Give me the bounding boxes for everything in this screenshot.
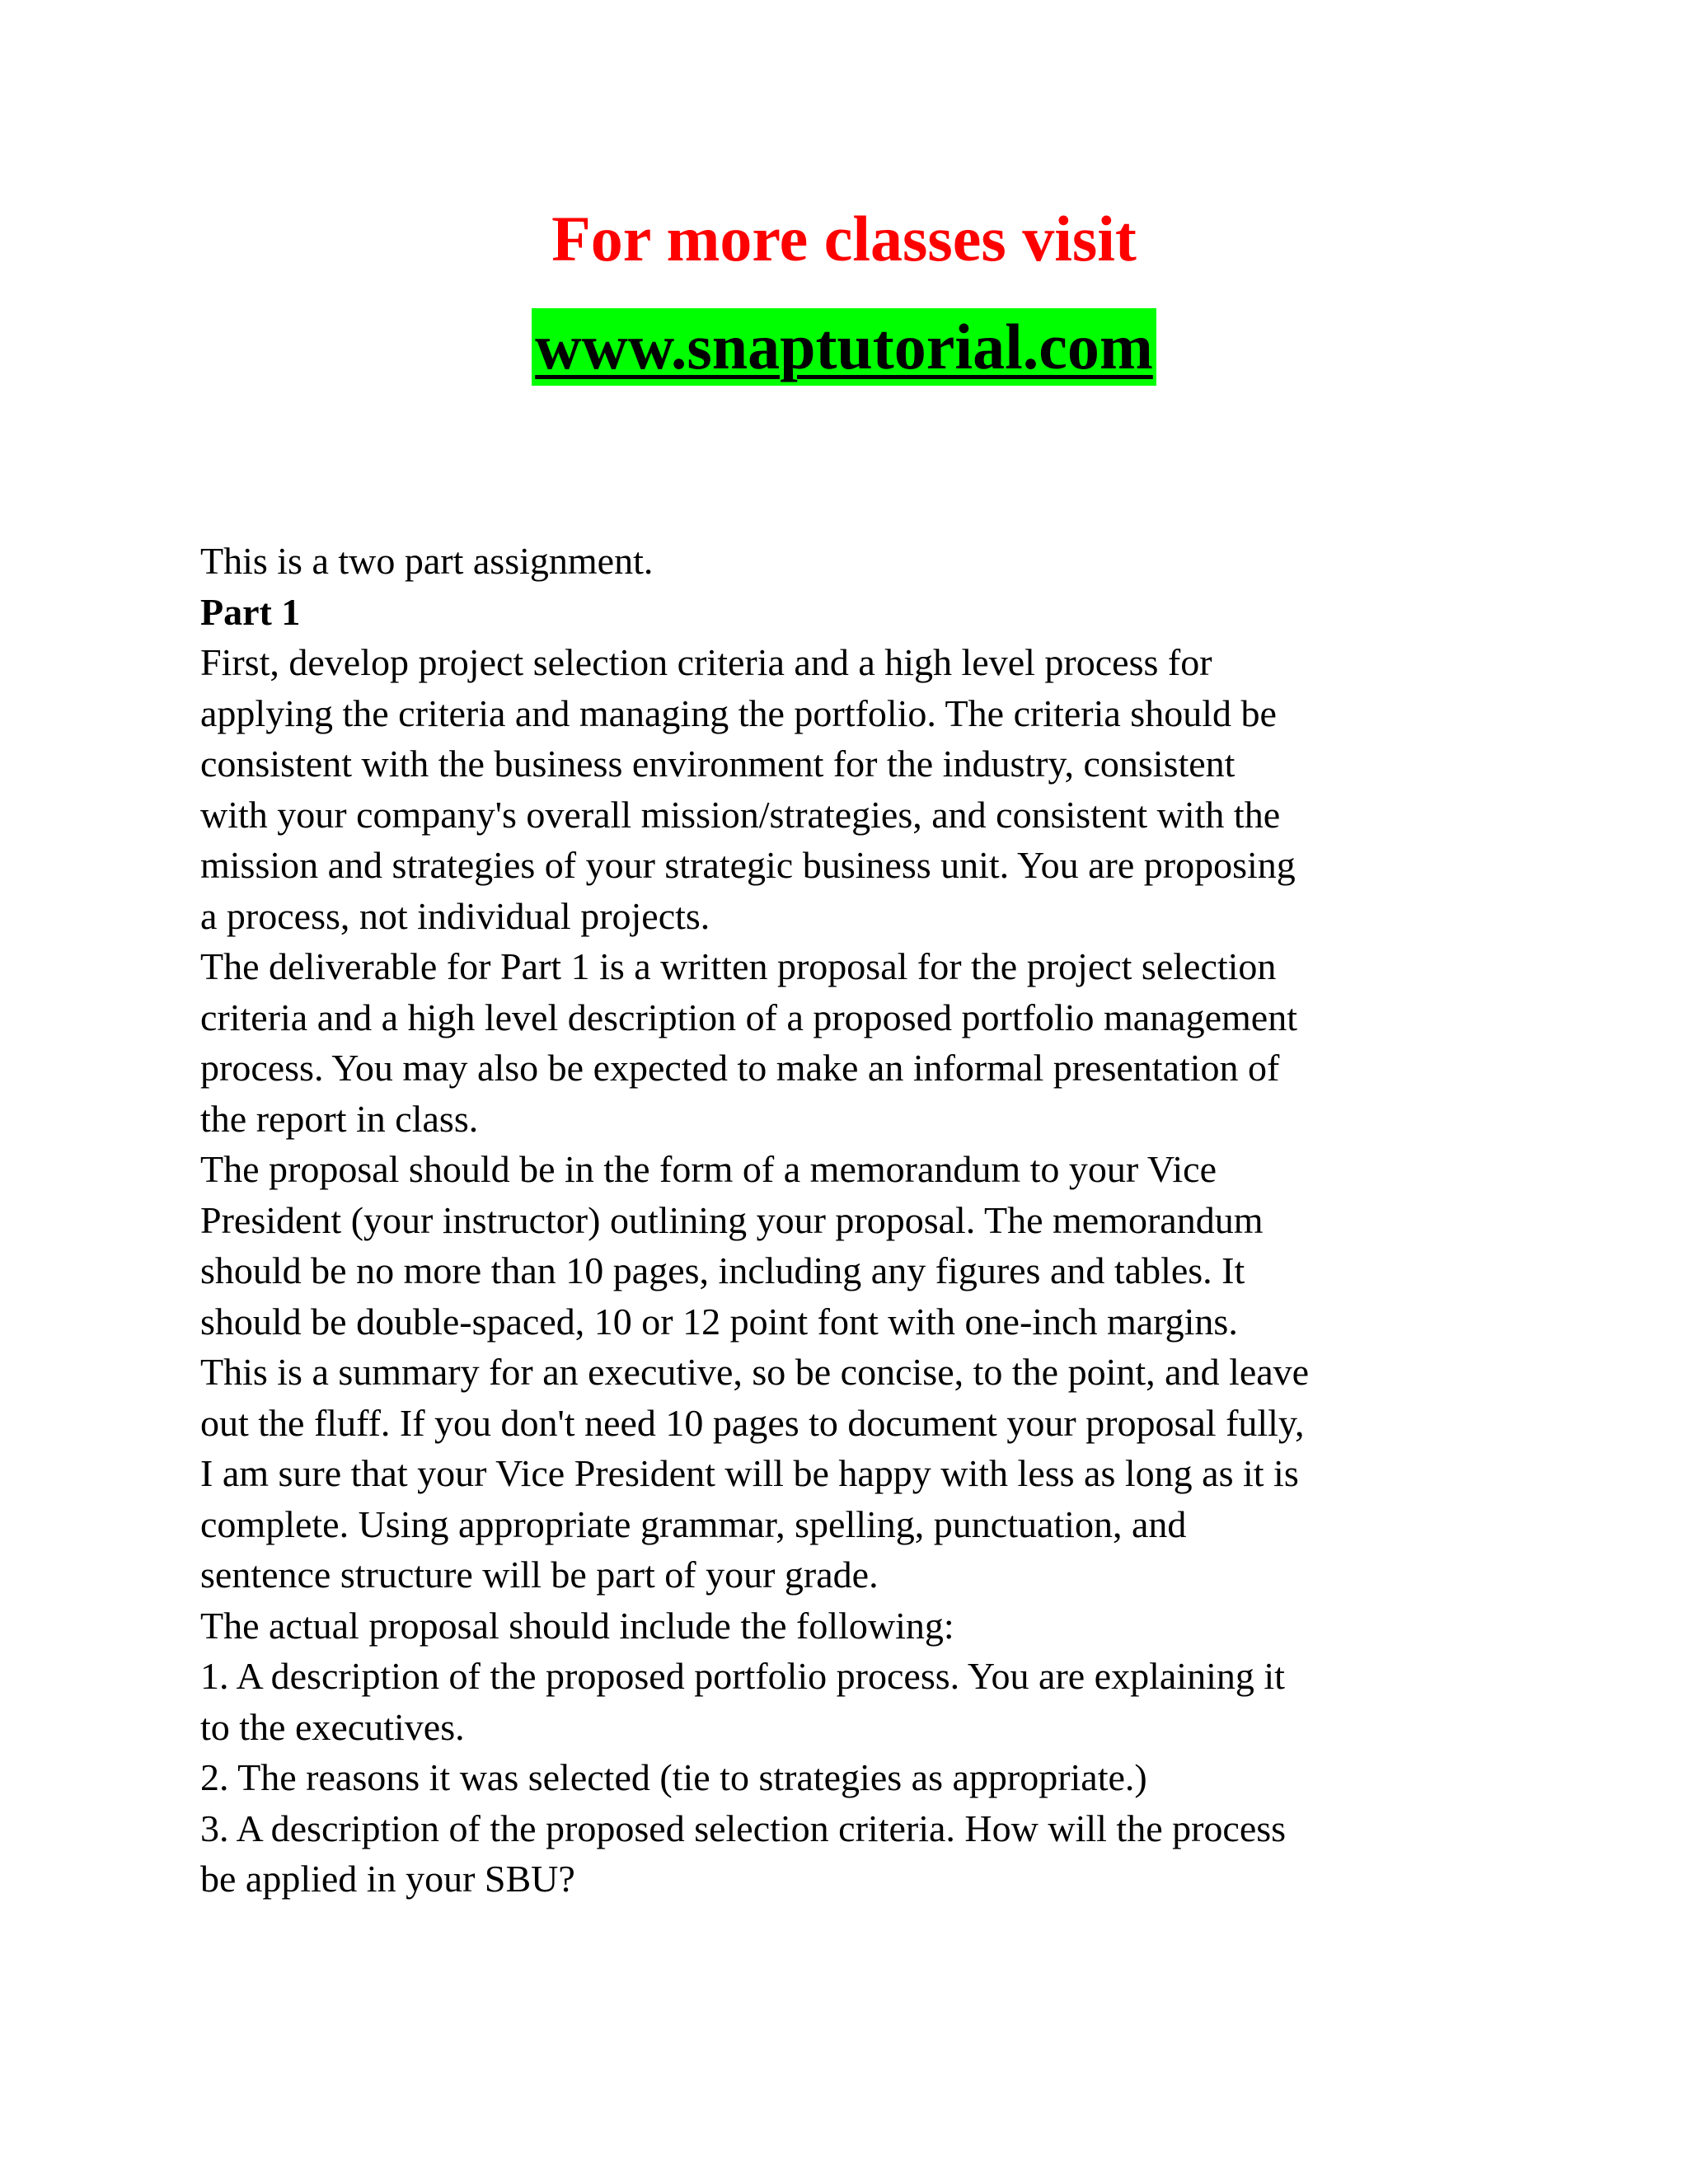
paragraph-line: First, develop project selection criteria and a high level process for bbox=[200, 641, 1212, 683]
website-link[interactable]: www.snaptutorial.com bbox=[532, 308, 1156, 386]
paragraph-line: out the fluff. If you don't need 10 pages to document your proposal fully, bbox=[200, 1401, 1305, 1444]
paragraph-line: consistent with the business environment for the industry, consistent bbox=[200, 743, 1236, 785]
paragraph-line: complete. Using appropriate grammar, spelling, punctuation, and bbox=[200, 1502, 1187, 1545]
list-item-line: 1. A description of the proposed portfolio process. You are explaining it bbox=[200, 1655, 1285, 1697]
paragraph-line: The proposal should be in the form of a memorandum to your Vice bbox=[200, 1148, 1217, 1190]
paragraph-line: The deliverable for Part 1 is a written proposal for the project selection bbox=[200, 945, 1277, 987]
paragraph-line: should be double-spaced, 10 or 12 point font with one-inch margins. bbox=[200, 1300, 1238, 1343]
paragraph-line: a process, not individual projects. bbox=[200, 894, 710, 937]
section-heading-part-1: Part 1 bbox=[200, 590, 301, 633]
paragraph-line: criteria and a high level description of a proposed portfolio management bbox=[200, 996, 1297, 1038]
page-title: For more classes visit bbox=[551, 203, 1137, 274]
list-item-line: 2. The reasons it was selected (tie to strategies as appropriate.) bbox=[200, 1756, 1147, 1798]
list-item-line: to the executives. bbox=[200, 1705, 465, 1748]
paragraph-line: The actual proposal should include the following: bbox=[200, 1604, 954, 1647]
intro-line: This is a two part assignment. bbox=[200, 540, 654, 582]
header bbox=[0, 198, 1688, 386]
list-item-line: 3. A description of the proposed selection criteria. How will the process bbox=[200, 1807, 1287, 1849]
paragraph-line: sentence structure will be part of your grade. bbox=[200, 1554, 879, 1596]
paragraph-line: the report in class. bbox=[200, 1097, 479, 1140]
paragraph-line: This is a summary for an executive, so be concise, to the point, and leave bbox=[200, 1351, 1310, 1393]
paragraph-line: process. You may also be expected to make an informal presentation of bbox=[200, 1047, 1280, 1089]
paragraph-line: mission and strategies of your strategic business unit. You are proposing bbox=[200, 844, 1296, 886]
paragraph-line: with your company's overall mission/strategies, and consistent with the bbox=[200, 793, 1281, 836]
paragraph-line: I am sure that your Vice President will be happy with less as long as it is bbox=[200, 1452, 1299, 1494]
list-item-line: be applied in your SBU? bbox=[200, 1858, 575, 1900]
paragraph-line: President (your instructor) outlining your proposal. The memorandum bbox=[200, 1198, 1264, 1241]
document-body bbox=[200, 536, 1519, 1905]
link-wrapper bbox=[0, 308, 1688, 386]
paragraph-line: applying the criteria and managing the portfolio. The criteria should be bbox=[200, 691, 1277, 734]
paragraph-line: should be no more than 10 pages, including any figures and tables. It bbox=[200, 1249, 1245, 1291]
